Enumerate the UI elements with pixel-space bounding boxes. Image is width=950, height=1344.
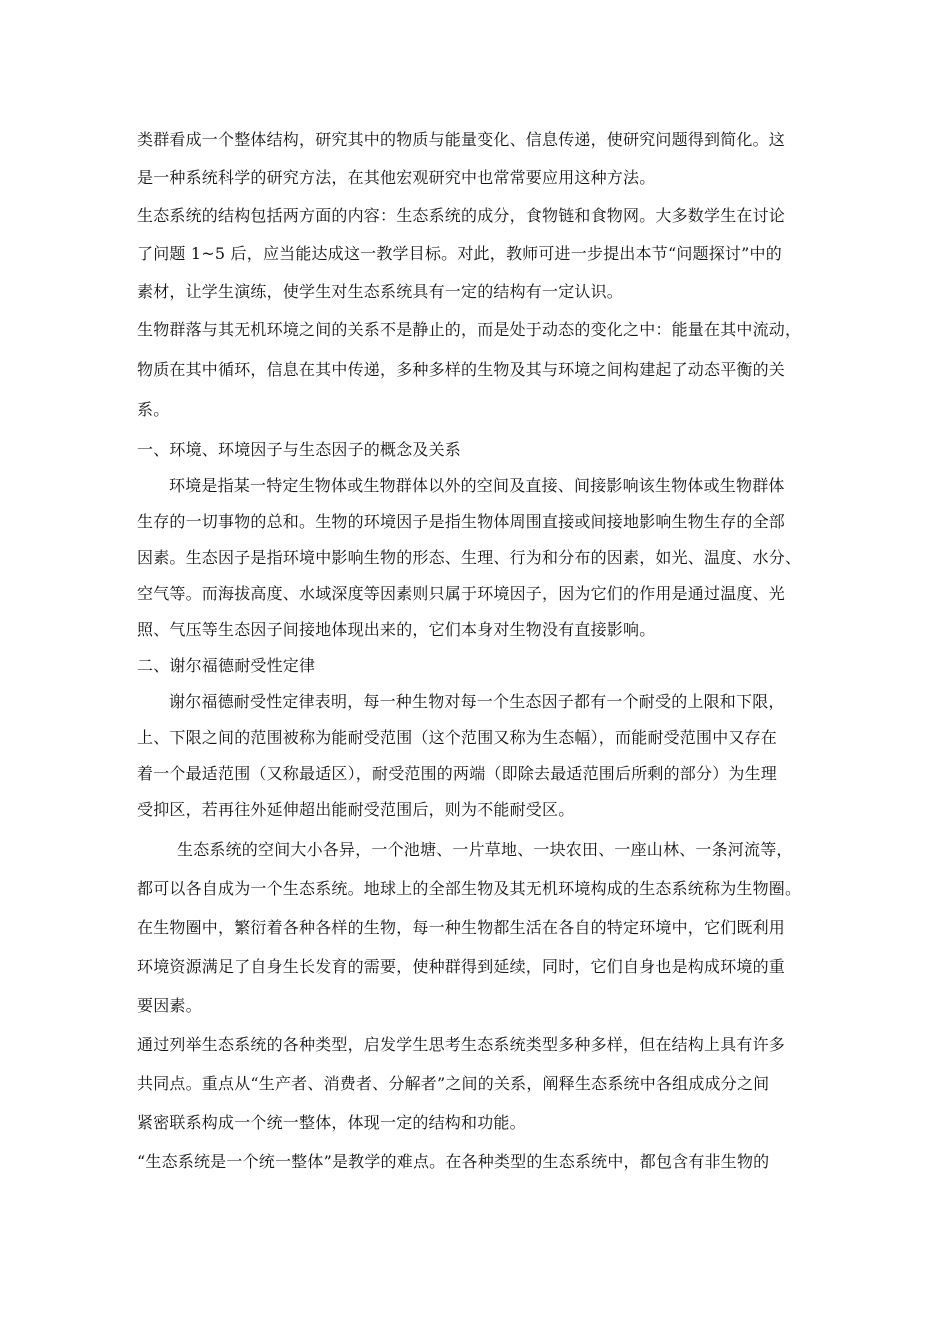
text-line: 环境是指某一特定生物体或生物群体以外的空间及直接、间接影响该生物体或生物群体 [169, 476, 785, 495]
section-heading: 二、谢尔福德耐受性定律 [137, 656, 316, 675]
text-line: 谢尔福德耐受性定律表明，每一种生物对每一个生态因子都有一个耐受的上限和下限， [169, 692, 785, 711]
text-line: 是一种系统科学的研究方法，在其他宏观研究中也常常要应用这种方法。 [137, 168, 656, 187]
text-line: 照、气压等生态因子间接地体现出来的，它们本身对生物没有直接影响。 [137, 620, 656, 639]
text-line: 共同点。重点从“生产者、消费者、分解者”之间的关系，阐释生态系统中各组成成分之间 [137, 1074, 770, 1093]
text-line: 紧密联系构成一个统一整体，体现一定的结构和功能。 [137, 1113, 526, 1132]
text-line: 着一个最适范围（又称最适区），耐受范围的两端（即除去最适范围后所剩的部分）为生理 [137, 764, 778, 783]
text-line: 物质在其中循环，信息在其中传递，多种多样的生物及其与环境之间构建起了动态平衡的关 [137, 360, 786, 379]
text-line: 上、下限之间的范围被称为能耐受范围（这个范围又称为生态幅），而能耐受范围中又存在 [137, 728, 778, 747]
text-line: 受抑区，若再往外延伸超出能耐受范围后，则为不能耐受区。 [137, 800, 575, 819]
text-line: 都可以各自成为一个生态系统。地球上的全部生物及其无机环境构成的生态系统称为生物圈。 [137, 879, 802, 898]
text-line: 空气等。而海拔高度、水域深度等因素则只属于环境因子，因为它们的作用是通过温度、光 [137, 584, 786, 603]
text-line: 生物群落与其无机环境之间的关系不是静止的，而是处于动态的变化之中：能量在其中流动， [137, 320, 802, 339]
text-line: 系。 [137, 400, 170, 419]
text-line: 生存的一切事物的总和。生物的环境因子是指生物体周围直接或间接地影响生物生存的全部 [137, 512, 786, 531]
text-line: 在生物圈中，繁衍着各种各样的生物，每一种生物都生活在各自的特定环境中，它们既利用 [137, 918, 786, 937]
text-line: 因素。生态因子是指环境中影响生物的形态、生理、行为和分布的因素，如光、温度、水分、 [137, 548, 802, 567]
text-line: 要因素。 [137, 996, 202, 1015]
section-heading: 一、环境、环境因子与生态因子的概念及关系 [137, 440, 462, 459]
text-line: 环境资源满足了自身生长发育的需要，使种群得到延续，同时，它们自身也是构成环境的重 [137, 957, 786, 976]
text-line: 类群看成一个整体结构，研究其中的物质与能量变化、信息传递，使研究问题得到简化。这 [137, 130, 786, 149]
text-line: 素材，让学生演练，使学生对生态系统具有一定的结构有一定认识。 [137, 282, 624, 301]
text-line: 生态系统的结构包括两方面的内容：生态系统的成分，食物链和食物网。大多数学生在讨论 [137, 206, 786, 225]
text-line: 生态系统的空间大小各异，一个池塘、一片草地、一块农田、一座山林、一条河流等， [177, 840, 793, 859]
text-line: “生态系统是一个统一整体”是教学的难点。在各种类型的生态系统中，都包含有非生物的 [137, 1152, 770, 1171]
text-line: 了问题 1~5 后，应当能达成这一教学目标。对此，教师可进一步提出本节“问题探讨”中的 [137, 244, 782, 263]
text-line: 通过列举生态系统的各种类型，启发学生思考生态系统类型多种多样，但在结构上具有许多 [137, 1035, 786, 1054]
